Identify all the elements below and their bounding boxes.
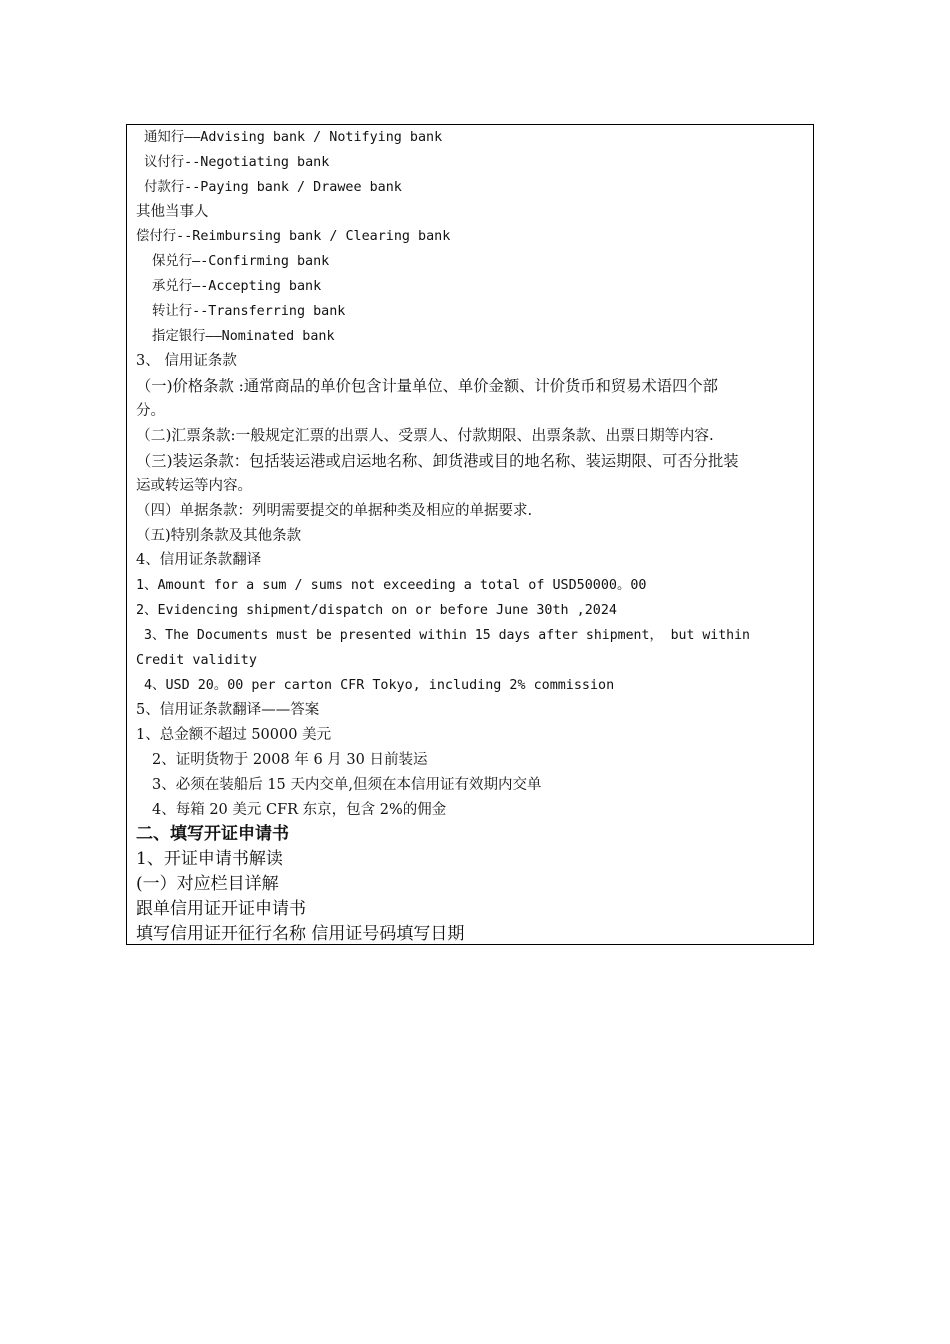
text-line-32: 跟单信用证开证申请书 xyxy=(136,899,306,919)
text-line-10: 3、 信用证条款 xyxy=(136,353,237,369)
text-line-18: 4、信用证条款翻译 xyxy=(136,552,262,568)
text-line-33: 填写信用证开征行名称 信用证号码填写日期 xyxy=(136,924,465,944)
text-line-6: 保兑行—-Confirming bank xyxy=(152,254,330,269)
text-line-20: 2、Evidencing shipment/dispatch on or before June 30th ,2024 xyxy=(136,603,617,618)
text-line-8: 转让行--Transferring bank xyxy=(152,304,346,319)
text-line-17: （五)特别条款及其他条款 xyxy=(136,528,302,544)
text-line-31: (一）对应栏目详解 xyxy=(136,874,279,894)
text-line-28: 4、每箱 20 美元 CFR 东京，包含 2%的佣金 xyxy=(152,802,447,818)
text-line-15: 运或转运等内容。 xyxy=(136,478,252,494)
text-line-21: 3、The Documents must be presented within 15 days after shipment， but within xyxy=(144,628,750,643)
text-line-13: （二)汇票条款:一般规定汇票的出票人、受票人、付款期限、出票条款、出票日期等内容. xyxy=(136,427,714,444)
text-line-11: （一)价格条款 :通常商品的单价包含计量单位、单价金额、计价货币和贸易术语四个部 xyxy=(136,377,718,395)
text-line-5: 偿付行--Reimbursing bank / Clearing bank xyxy=(136,229,451,244)
text-line-4: 其他当事人 xyxy=(136,204,209,220)
text-line-27: 3、必须在装船后 15 天内交单,但须在本信用证有效期内交单 xyxy=(152,777,542,793)
text-line-26: 2、证明货物于 2008 年 6 月 30 日前装运 xyxy=(152,752,428,768)
text-line-23: 4、USD 20。00 per carton CFR Tokyo, including 2% commission xyxy=(144,678,615,693)
text-line-12: 分。 xyxy=(136,403,165,419)
text-line-22: Credit validity xyxy=(136,653,257,668)
text-line-19: 1、Amount for a sum / sums not exceeding a total of USD50000。00 xyxy=(136,578,647,593)
text-line-16: （四）单据条款：列明需要提交的单据种类及相应的单据要求. xyxy=(136,503,533,519)
text-line-9: 指定银行——Nominated bank xyxy=(152,329,335,344)
text-line-30: 1、开证申请书解读 xyxy=(136,849,283,869)
text-line-3: 付款行--Paying bank / Drawee bank xyxy=(144,180,402,195)
text-line-7: 承兑行—-Accepting bank xyxy=(152,279,322,294)
section-heading: 二、填写开证申请书 xyxy=(136,824,289,844)
text-line-1: 通知行——Advising bank / Notifying bank xyxy=(144,130,443,145)
text-line-14: （三)装运条款：包括装运港或启运地名称、卸货港或目的地名称、装运期限、可否分批装 xyxy=(136,452,739,470)
text-line-2: 议付行--Negotiating bank xyxy=(144,155,330,170)
text-line-25: 1、总金额不超过 50000 美元 xyxy=(136,727,332,743)
text-line-24: 5、信用证条款翻译——答案 xyxy=(136,702,320,718)
